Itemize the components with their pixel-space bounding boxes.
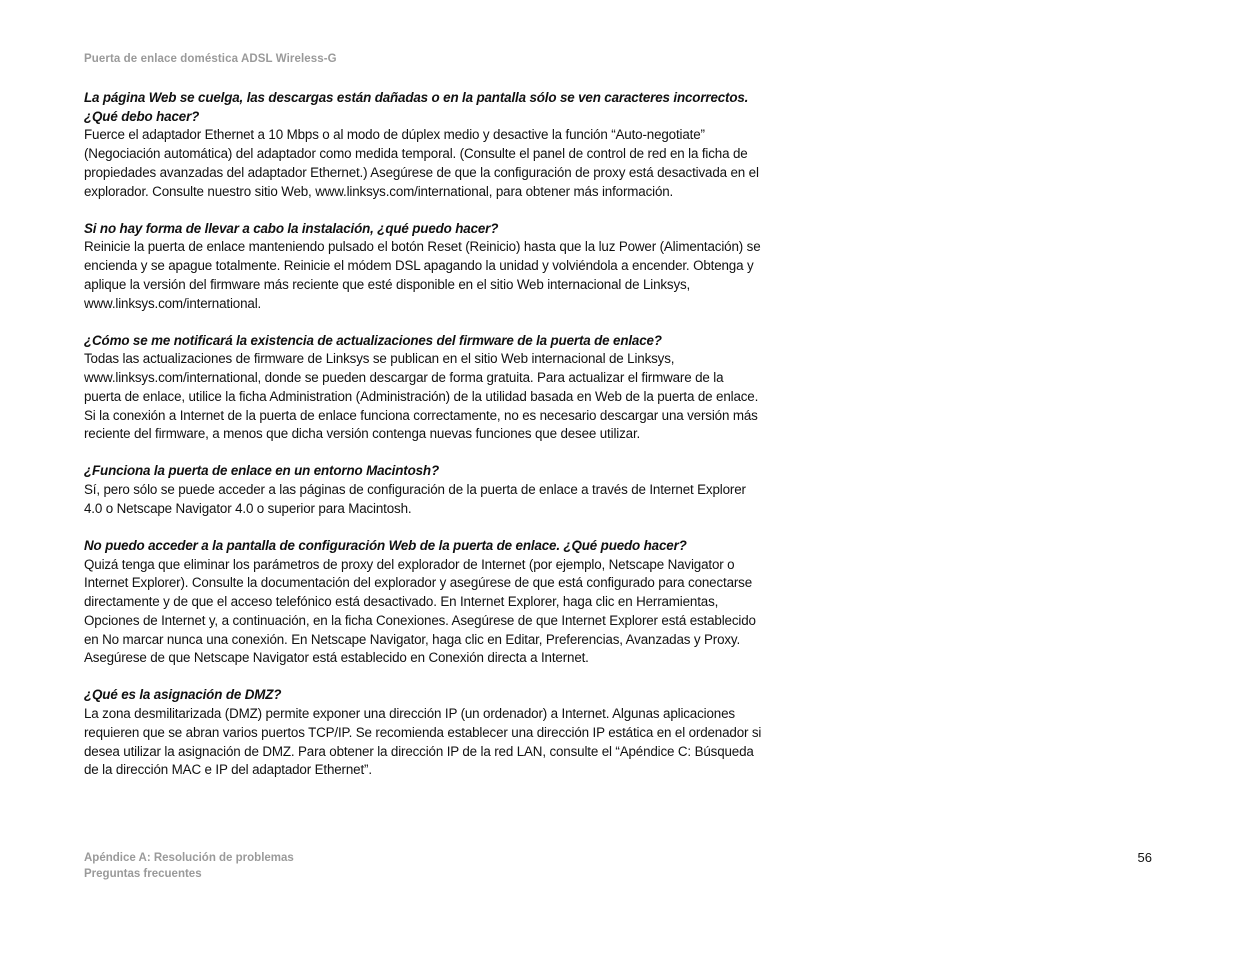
faq-question: La página Web se cuelga, las descargas están dañadas o en la pantalla sólo se ven caracteres incorrectos. ¿Qué debo hacer? <box>84 90 749 124</box>
faq-item <box>84 537 764 668</box>
running-header: Puerta de enlace doméstica ADSL Wireless-G <box>84 53 337 65</box>
faq-question: ¿Qué es la asignación de DMZ? <box>84 687 282 703</box>
faq-item <box>84 332 764 444</box>
faq-content <box>84 89 764 799</box>
faq-item <box>84 220 764 314</box>
footer-chapter: Apéndice A: Resolución de problemas <box>84 852 294 864</box>
faq-answer: Quizá tenga que eliminar los parámetros de proxy del explorador de Internet (por ejemplo, Netscape Navigator o Internet Explorer). Consulte la documentación del explorador y asegúrese de que está configurado para conectarse directamente y de que el acceso telefónico está desactivado. En Internet Explorer, haga clic en Herramientas, Opciones de Internet y, a continuación, en la ficha Conexiones. Asegúrese de que Internet Explorer está establecido en No marcar nunca una conexión. En Netscape Navigator, haga clic en Editar, Preferencias, Avanzadas y Proxy. Asegúrese de que Netscape Navigator está establecido en Conexión directa a Internet. <box>84 556 756 666</box>
faq-question: ¿Funciona la puerta de enlace en un entorno Macintosh? <box>84 463 439 479</box>
faq-answer: Fuerce el adaptador Ethernet a 10 Mbps o al modo de dúplex medio y desactive la función “Auto-negotiate” (Negociación automática) del adaptador como medida temporal. (Consulte el panel de control de red en la ficha de propiedades avanzadas del adaptador Ethernet.) Asegúrese de que la configuración de proxy está desactivada en el explorador. Consulte nuestro sitio Web, www.linksys.com/international, para obtener más información. <box>84 127 759 199</box>
faq-question: Si no hay forma de llevar a cabo la instalación, ¿qué puedo hacer? <box>84 220 499 236</box>
page-number: 56 <box>1137 850 1152 865</box>
faq-item <box>84 89 764 201</box>
faq-answer: Todas las actualizaciones de firmware de Linksys se publican en el sitio Web internacional de Linksys, www.linksys.com/international, donde se pueden descargar de forma gratuita. Para actualizar el firmware de la puerta de enlace, utilice la ficha Administration (Administración) de la utilidad basada en Web de la puerta de enlace. Si la conexión a Internet de la puerta de enlace funciona correctamente, no es necesario descargar una versión más reciente del firmware, a menos que dicha versión contenga nuevas funciones que desee utilizar. <box>84 351 759 442</box>
faq-answer: La zona desmilitarizada (DMZ) permite exponer una dirección IP (un ordenador) a Internet. Algunas aplicaciones requieren que se abran varios puertos TCP/IP. Se recomienda establecer una dirección IP estática en el ordenador si desea utilizar la asignación de DMZ. Para obtener la dirección IP de la red LAN, consulte el “Apéndice C: Búsqueda de la dirección MAC e IP del adaptador Ethernet”. <box>84 706 762 778</box>
footer-section: Preguntas frecuentes <box>84 868 202 880</box>
faq-answer: Reinicie la puerta de enlace manteniendo pulsado el botón Reset (Reinicio) hasta que la luz Power (Alimentación) se encienda y se apague totalmente. Reinicie el módem DSL apagando la unidad y volviéndola a encender. Obtenga y aplique la versión del firmware más reciente que esté disponible en el sitio Web internacional de Linksys, www.linksys.com/international. <box>84 239 761 311</box>
faq-item <box>84 462 764 518</box>
running-footer <box>84 850 294 882</box>
faq-question: ¿Cómo se me notificará la existencia de actualizaciones del firmware de la puerta de enlace? <box>84 332 662 348</box>
faq-item <box>84 686 764 780</box>
faq-answer: Sí, pero sólo se puede acceder a las páginas de configuración de la puerta de enlace a través de Internet Explorer 4.0 o Netscape Navigator 4.0 o superior para Macintosh. <box>84 482 746 516</box>
faq-question: No puedo acceder a la pantalla de configuración Web de la puerta de enlace. ¿Qué puedo hacer? <box>84 538 687 554</box>
